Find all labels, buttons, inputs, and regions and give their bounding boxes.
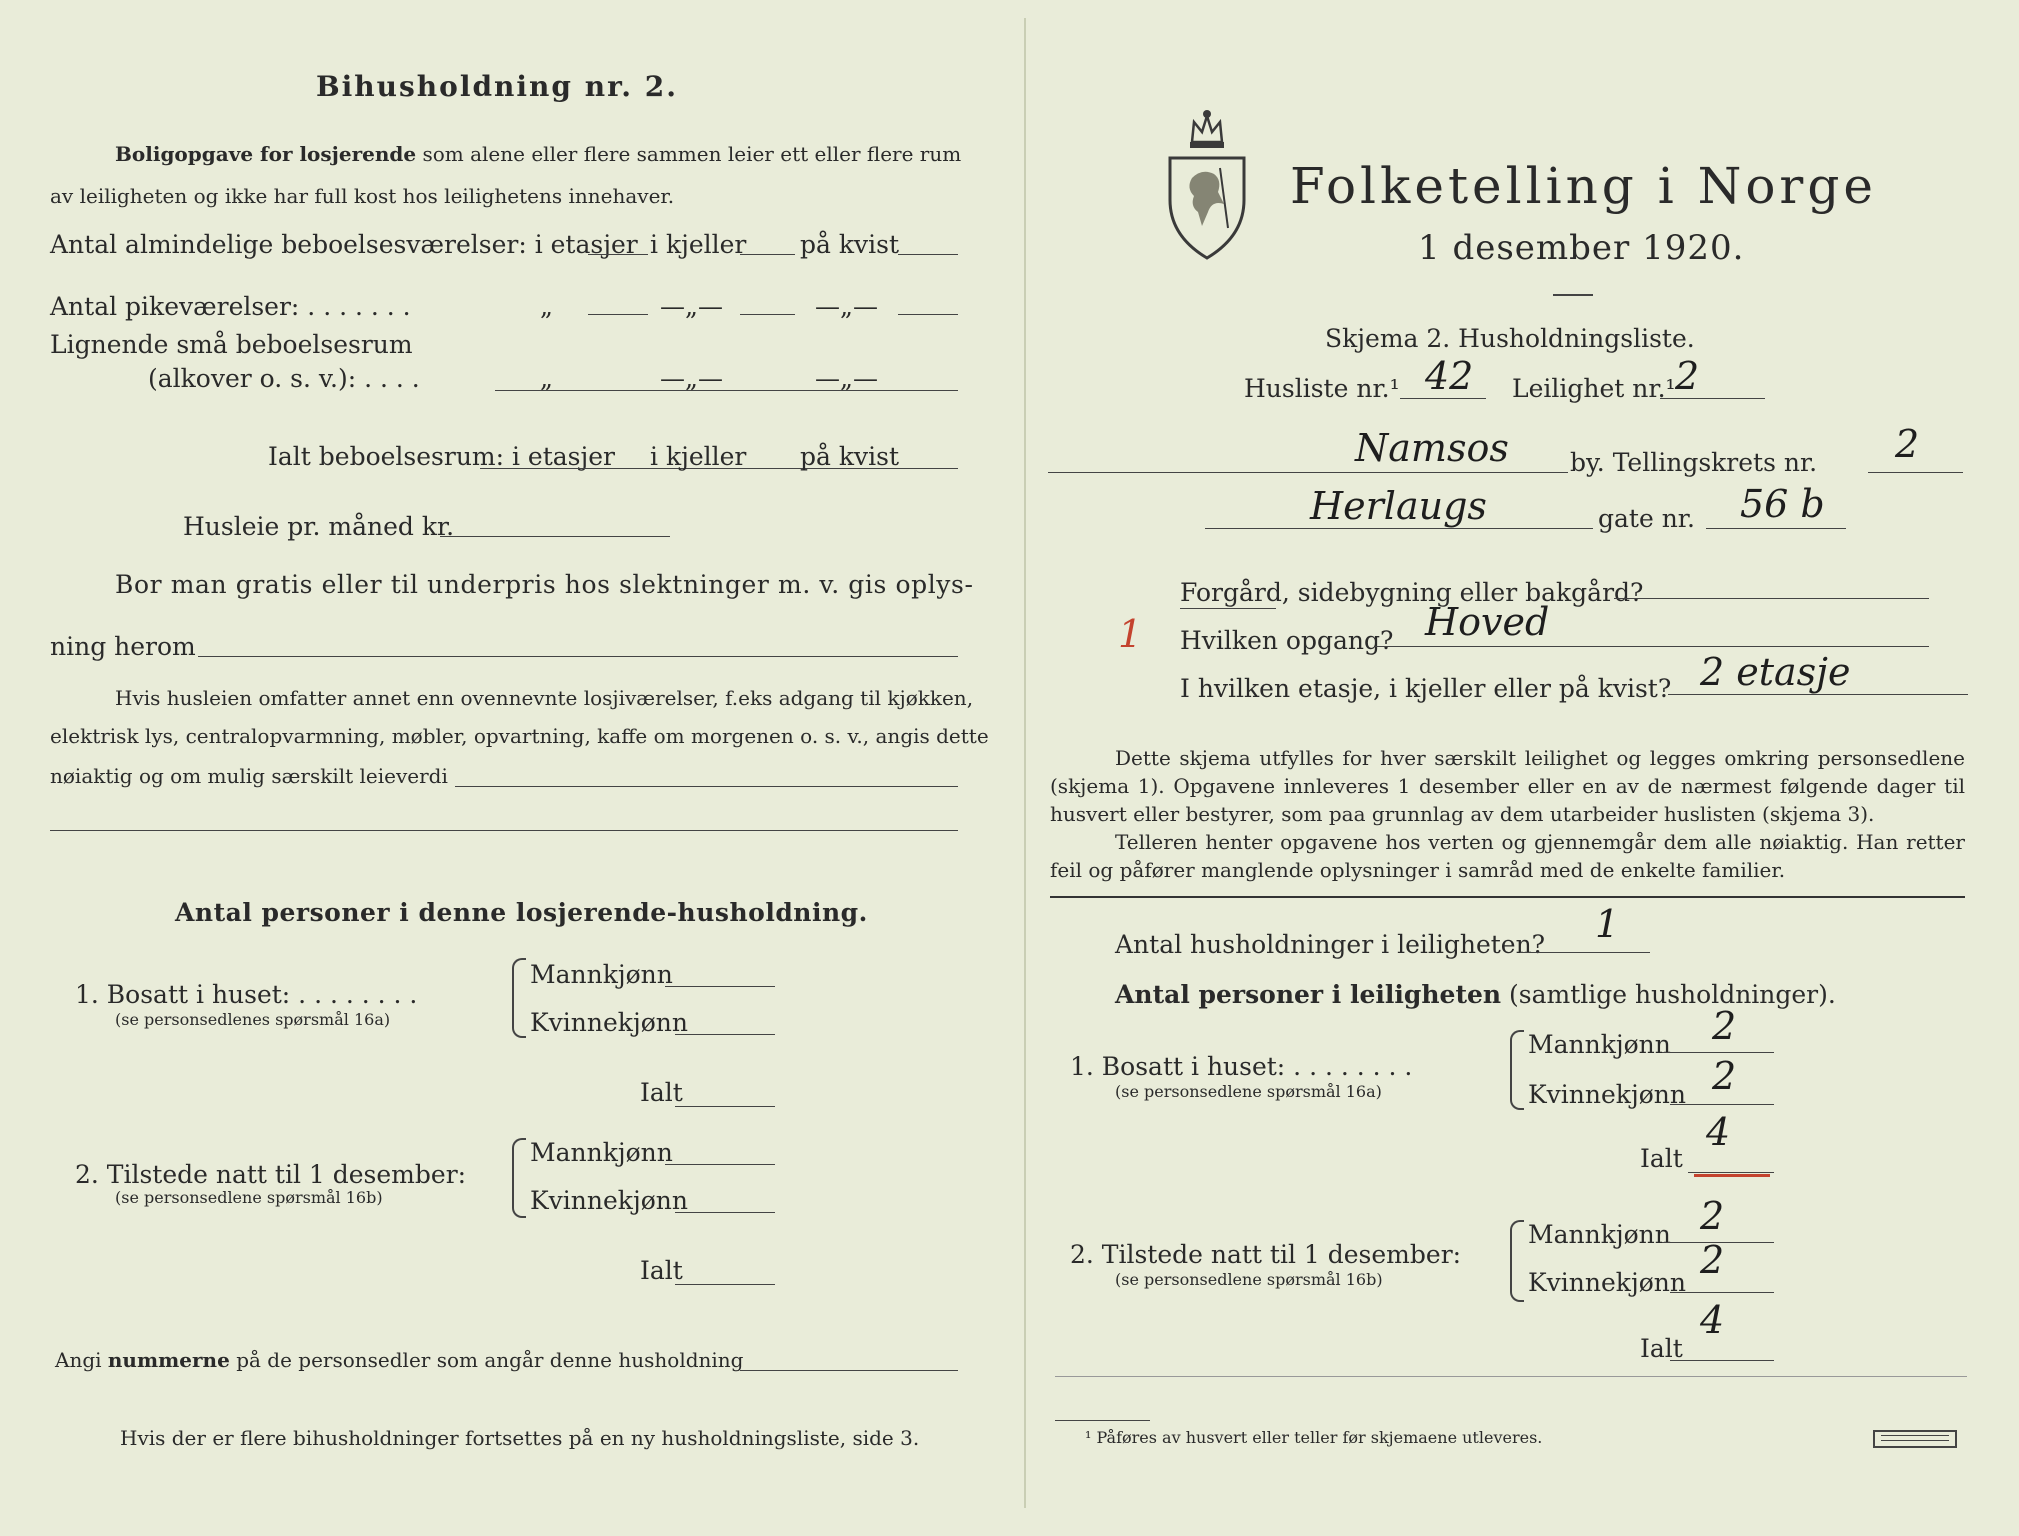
intro-line-1: [115, 142, 961, 166]
right-footnote: ¹ Påføres av husvert eller teller før skjemaene utleveres.: [1085, 1428, 1543, 1447]
husliste-value: 42: [1425, 354, 1474, 398]
right-q1-ialt-field[interactable]: [1688, 1172, 1774, 1173]
by-label: by. Tellingskrets nr.: [1570, 448, 1818, 477]
intro-line-2: av leiligheten og ikke har full kost hos leilighetens innehaver.: [50, 184, 675, 208]
right-q2-label: 2. Tilstede natt til 1 desember:: [1070, 1240, 1462, 1269]
husleie-para-2: elektrisk lys, centralopvarmning, møbler, opvartning, kaffe om morgenen o. s. v., angis dette: [50, 724, 989, 748]
rooms-kjeller-label: i kjeller: [650, 230, 747, 259]
title-dash: [1553, 294, 1593, 296]
right-q1-ialt-label: Ialt: [1640, 1144, 1683, 1173]
leilighet-value: 2: [1675, 354, 1700, 398]
left-q2-label: 2. Tilstede natt til 1 desember:: [75, 1160, 467, 1189]
left-q2-ialt-field[interactable]: [675, 1284, 775, 1285]
info-paragraph-1: Dette skjema utfylles for hver særskilt leilighet og legges omkring personsedlene (skjema 1). Opgavene innleveres 1 desember eller en av de nærmest følgende dager til husvert eller bestyrer, som paa grunnlag av dem utarbeider huslisten (skjema 3).: [1050, 746, 1965, 826]
angi-field[interactable]: [740, 1370, 958, 1371]
left-q2-brace: [512, 1138, 526, 1218]
pike-ditto-3: —„—: [815, 292, 878, 321]
leieverdi-field-2[interactable]: [50, 830, 958, 831]
right-q1-mann-label: Mannkjønn: [1528, 1030, 1671, 1059]
left-q1-ialt-field[interactable]: [675, 1106, 775, 1107]
angi-post: på de personsedler som angår denne husholdning: [236, 1348, 744, 1372]
husleie-para-3: nøiaktig og om mulig særskilt leieverdi: [50, 764, 448, 788]
gate-nr-value: 56 b: [1740, 482, 1825, 526]
right-q2-ialt-value: 4: [1700, 1298, 1725, 1342]
rooms-kjeller-field[interactable]: [740, 254, 795, 255]
right-q2-ialt-field[interactable]: [1670, 1360, 1774, 1361]
husliste-field[interactable]: [1400, 398, 1486, 399]
gate-value: Herlaugs: [1310, 484, 1487, 528]
total-kjeller-label: i kjeller: [650, 442, 747, 471]
gratis-line-1: Bor man gratis eller til underpris hos slektninger m. v. gis oplys-: [115, 570, 974, 599]
right-q1-mann-field[interactable]: [1662, 1052, 1774, 1053]
small-rooms-label-2: (alkover o. s. v.): . . . .: [148, 364, 420, 393]
right-q1-mann-value: 2: [1712, 1004, 1737, 1048]
angi-line: [55, 1348, 743, 1372]
page-fold: [1024, 18, 1026, 1508]
rooms-label: Antal almindelige beboelsesværelser: i etasjer: [50, 230, 638, 259]
small-ditto-3: —„—: [815, 364, 878, 393]
leilighet-label: Leilighet nr.¹: [1512, 374, 1676, 403]
rent-field[interactable]: [440, 536, 670, 537]
info-paragraph-2: Telleren henter opgavene hos verten og gjennemgår dem alle nøiaktig. Han retter feil og påfører manglende oplysninger i samråd med de enkelte familier.: [1050, 830, 1965, 882]
pike-kjeller-field[interactable]: [740, 314, 795, 315]
angi-bold: nummerne: [107, 1348, 230, 1372]
left-q1-ialt-label: Ialt: [640, 1078, 683, 1107]
right-q2-mann-value: 2: [1700, 1194, 1725, 1238]
opgang-label: Hvilken opgang?: [1180, 626, 1394, 655]
leilighet-field[interactable]: [1660, 398, 1765, 399]
rent-label: Husleie pr. måned kr.: [183, 512, 455, 541]
left-footer: Hvis der er flere bihusholdninger fortsettes på en ny husholdningsliste, side 3.: [120, 1426, 920, 1450]
etasje-label: I hvilken etasje, i kjeller eller på kvist?: [1180, 674, 1672, 703]
gratis-line-2: ning herom: [50, 632, 196, 661]
red-underline: [1694, 1174, 1770, 1177]
left-q2-kvinne-label: Kvinnekjønn: [530, 1186, 688, 1215]
right-q2-ialt-label: Ialt: [1640, 1334, 1683, 1363]
right-q1-kvinne-value: 2: [1712, 1054, 1737, 1098]
left-q1-mann-label: Mannkjønn: [530, 960, 673, 989]
small-rooms-label-1: Lignende små beboelsesrum: [50, 330, 413, 359]
intro-rest-1: som alene eller flere sammen leier ett eller flere rum: [422, 142, 962, 166]
left-q1-note: (se personsedlenes spørsmål 16a): [115, 1010, 391, 1029]
right-q1-note: (se personsedlene spørsmål 16a): [1115, 1082, 1382, 1101]
section-rule: [1050, 896, 1965, 898]
total-rooms-label: Ialt beboelsesrum: i etasjer: [268, 442, 616, 471]
right-q2-mann-label: Mannkjønn: [1528, 1220, 1671, 1249]
forgard-label: Forgård, sidebygning eller bakgård?: [1180, 578, 1644, 607]
gate-label: gate nr.: [1598, 504, 1695, 533]
pike-ditto-2: —„—: [660, 292, 723, 321]
households-field[interactable]: [1520, 952, 1650, 953]
by-value: Namsos: [1355, 426, 1509, 470]
left-q2-note: (se personsedlene spørsmål 16b): [115, 1188, 383, 1207]
forgard-underline: [1180, 608, 1276, 609]
footnote-rule: [1055, 1420, 1150, 1421]
right-date: 1 desember 1920.: [1418, 228, 1745, 268]
opgang-field[interactable]: [1375, 646, 1929, 647]
schema-label: Skjema 2. Husholdningsliste.: [1325, 324, 1695, 353]
left-persons-heading: Antal personer i denne losjerende-husholdning.: [175, 898, 868, 927]
coat-of-arms-icon: [1162, 108, 1252, 264]
right-q1-kvinne-field[interactable]: [1670, 1104, 1774, 1105]
small-ditto-2: —„—: [660, 364, 723, 393]
right-q1-kvinne-label: Kvinnekjønn: [1528, 1080, 1686, 1109]
small-rooms-field[interactable]: [495, 390, 958, 391]
right-persons-bold: Antal personer i leiligheten: [1115, 980, 1502, 1009]
rooms-kvist-field[interactable]: [898, 254, 958, 255]
intro-bold: Boligopgave for losjerende: [115, 142, 417, 166]
right-q2-kvinne-label: Kvinnekjønn: [1528, 1268, 1686, 1297]
rooms-etasjer-field[interactable]: [588, 254, 648, 255]
pike-label: Antal pikeværelser: . . . . . . .: [50, 292, 411, 321]
husleie-para-1: Hvis husleien omfatter annet enn ovennevnte losjiværelser, f.eks adgang til kjøkken,: [115, 686, 974, 710]
pike-kvist-field[interactable]: [898, 314, 958, 315]
right-q2-kvinne-field[interactable]: [1670, 1292, 1774, 1293]
gate-field[interactable]: [1205, 528, 1593, 529]
left-q2-mann-field[interactable]: [665, 1164, 775, 1165]
pike-etasjer-field[interactable]: [588, 314, 648, 315]
small-ditto-1: „: [540, 364, 553, 393]
right-q2-brace: [1510, 1220, 1524, 1302]
households-value: 1: [1595, 902, 1620, 946]
husliste-label: Husliste nr.¹: [1244, 374, 1400, 403]
left-q2-mann-label: Mannkjønn: [530, 1138, 673, 1167]
etasje-field[interactable]: [1668, 694, 1968, 695]
left-q1-mann-field[interactable]: [665, 986, 775, 987]
households-label: Antal husholdninger i leiligheten?: [1115, 930, 1546, 959]
left-q2-kvinne-field[interactable]: [675, 1212, 775, 1213]
left-q1-kvinne-field[interactable]: [675, 1034, 775, 1035]
right-persons-rest: (samtlige husholdninger).: [1509, 980, 1836, 1009]
left-title: Bihusholdning nr. 2.: [316, 70, 678, 103]
total-kvist-label: på kvist: [800, 442, 899, 471]
gratis-field[interactable]: [198, 656, 958, 657]
right-q2-kvinne-value: 2: [1700, 1238, 1725, 1282]
opgang-value: Hoved: [1425, 600, 1550, 644]
etasje-value: 2 etasje: [1700, 650, 1851, 694]
right-q2-note: (se personsedlene spørsmål 16b): [1115, 1270, 1383, 1289]
left-q1-kvinne-label: Kvinnekjønn: [530, 1008, 688, 1037]
angi-pre: Angi: [55, 1348, 102, 1372]
leieverdi-field[interactable]: [455, 786, 958, 787]
krets-value: 2: [1895, 422, 1920, 466]
rooms-kvist-label: på kvist: [800, 230, 899, 259]
left-q1-brace: [512, 958, 526, 1038]
right-q1-ialt-value: 4: [1706, 1110, 1731, 1154]
red-mark: 1: [1118, 612, 1143, 656]
by-field[interactable]: [1048, 472, 1568, 473]
right-q1-brace: [1510, 1030, 1524, 1110]
gate-nr-field[interactable]: [1706, 528, 1846, 529]
bottom-rule: [1055, 1376, 1967, 1377]
right-q1-label: 1. Bosatt i huset: . . . . . . . .: [1070, 1052, 1413, 1081]
left-q1-label: 1. Bosatt i huset: . . . . . . . .: [75, 980, 418, 1009]
forgard-field[interactable]: [1614, 598, 1929, 599]
left-q2-ialt-label: Ialt: [640, 1256, 683, 1285]
pike-ditto-1: „: [540, 292, 553, 321]
krets-field[interactable]: [1868, 472, 1963, 473]
printer-mark: [1873, 1430, 1957, 1448]
right-title: Folketelling i Norge: [1290, 157, 1877, 215]
